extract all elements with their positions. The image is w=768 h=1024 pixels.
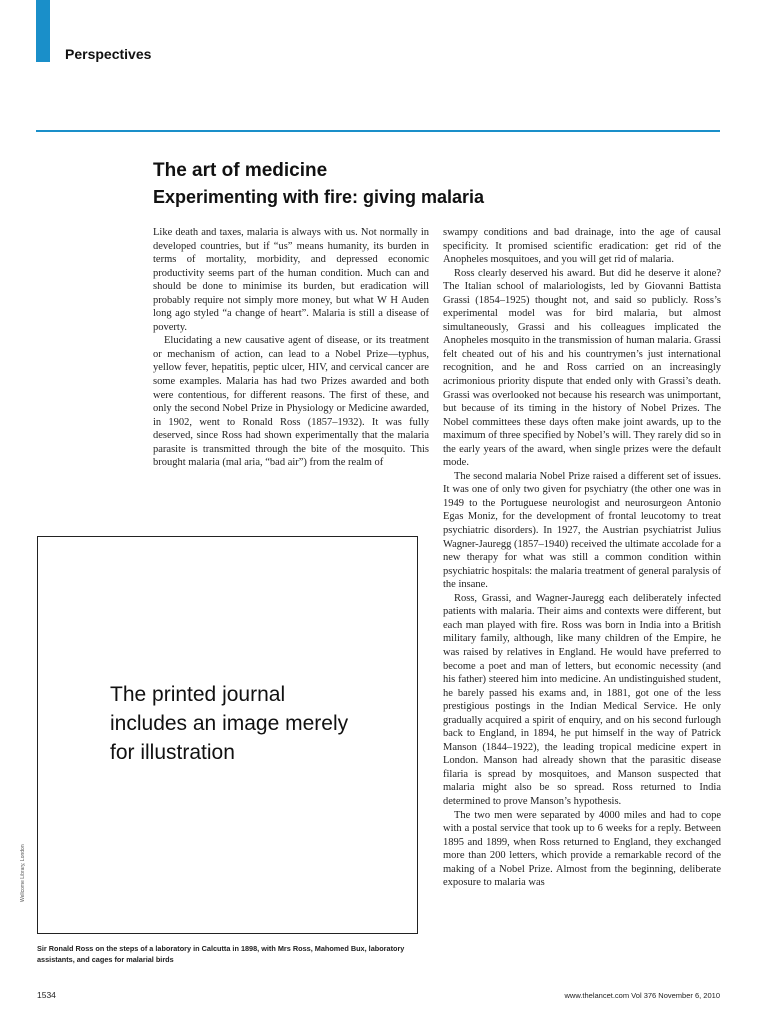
figure-caption: Sir Ronald Ross on the steps of a laboratory in Calcutta in 1898, with Mrs Ross, Mahomed Bux, laboratory assistants, and cages for malarial birds: [37, 944, 405, 964]
header-rule: [36, 130, 720, 132]
article-title: The art of medicine: [153, 160, 328, 181]
accent-bar: [36, 0, 50, 62]
figure-placeholder-text: [110, 680, 348, 767]
figure-placeholder-line: includes an image merely: [110, 712, 349, 735]
paragraph: Elucidating a new causative agent of disease, or its treatment or mechanism of action, can lead to a Nobel Prize—typhus, yellow fever, hepatitis, peptic ulcer, HIV, and cervical cancer are some examples. Malaria has had two Prizes awarded and both were contentious, for different reasons. The first of these, and only the second Nobel Prize in Physiology or Medicine awarded, in 1902, went to Ronald Ross (1857–1932). It was fully deserved, since Ross had shown experimentally that the malaria parasite is transmitted through the bite of the mosquito. This brought malaria (mal aria, “bad air”) from the realm of: [153, 335, 429, 469]
figure-placeholder-line: for illustration: [110, 741, 235, 764]
paragraph: The two men were separated by 4000 miles and had to cope with a postal service that took up to 6 weeks for a reply. Between 1895 and 1899, when Ross returned to England, they exchanged more than 200 letters, which provide a remarkable record of the making of a Nobel Prize. Almost from the beginning, deliberate exposure to malaria was: [443, 809, 721, 889]
figure-placeholder: [37, 536, 418, 934]
journal-footer: www.thelancet.com Vol 376 November 6, 2010: [564, 991, 720, 1000]
section-label: Perspectives: [65, 46, 152, 62]
right-column: [443, 226, 721, 890]
paragraph: Like death and taxes, malaria is always with us. Not normally in developed countries, but if “us” means humanity, its burden in terms of mortality, morbidity, and depressed economic productivity seems part of the human condition. Much can and should be done to minimise its burden, but eradication will probably require not simply more money, but what W H Auden long ago styled “a change of heart”. Malaria is still a disease of poverty.: [153, 227, 429, 333]
page-number: 1534: [37, 990, 56, 1000]
figure-placeholder-line: The printed journal: [110, 683, 286, 706]
left-column: [153, 226, 429, 470]
paragraph: Ross clearly deserved his award. But did he deserve it alone? The Italian school of malariologists, led by Giovanni Battista Grassi (1854–1925) thought not, and said so publicly. Ross’s experimental model was for bird malaria, but almost simultaneously, Grassi and his colleagues implicated the Anopheles mosquito in the transmission of human malaria. Grassi felt cheated out of his and his countrymen’s just international recognition, and he and Ross carried on an increasingly acrimonious priority dispute that ended only with Grassi’s death. Grassi was overlooked not because his research was unimportant, but because of its timing in the history of Nobel Prizes. The Nobel committees these days often make joint awards, up to the maximum of three specified by Nobel’s will. They rarely did so in the early years of the award, when single prizes were the default mode.: [443, 267, 721, 469]
article-subtitle: Experimenting with fire: giving malaria: [153, 187, 485, 207]
paragraph: swampy conditions and bad drainage, into the age of causal specificity. It promised scientific eradication: get rid of the Anopheles mosquitoes, and you will get rid of malaria.: [443, 227, 721, 266]
paragraph: Ross, Grassi, and Wagner-Jauregg each deliberately infected patients with malaria. Their aims and contexts were different, but each man played with fire. Ross was born in India into a British military family, although, like many children of the Empire, he was raised by relatives in England. He would have preferred to become a poet and man of letters, but economic necessity (and his father) steered him into medicine. An undistinguished student, he barely passed his exams and, in 1881, got one of the less prestigious postings in the Indian Medical Service. He only gradually acquired a spirit of enquiry, and on his second furlough back to England, in 1894, he put himself in the way of Patrick Manson (1844–1922), the leading tropical medicine expert in London. Manson had already shown that the parasitic disease filaria is spread by mosquitoes, and Manson suspected that malaria might also be so spread. Ross returned to India determined to prove Manson’s hypothesis.: [443, 592, 721, 807]
figure-credit: Wellcome Library, London: [20, 844, 26, 902]
paragraph: The second malaria Nobel Prize raised a different set of issues. It was one of only two given for psychiatry (the other one was in 1949 to the Portuguese neurologist and neurosurgeon Antonio Egas Moniz, for the development of frontal leucotomy to treat psychiatric disorders). In 1927, the Austrian psychiatrist Julius Wagner-Jauregg (1857–1940) received the ultimate accolade for a new therapy for what was still a common condition within psychiatric hospitals: the malaria treatment of general paralysis of the insane.: [443, 470, 721, 591]
